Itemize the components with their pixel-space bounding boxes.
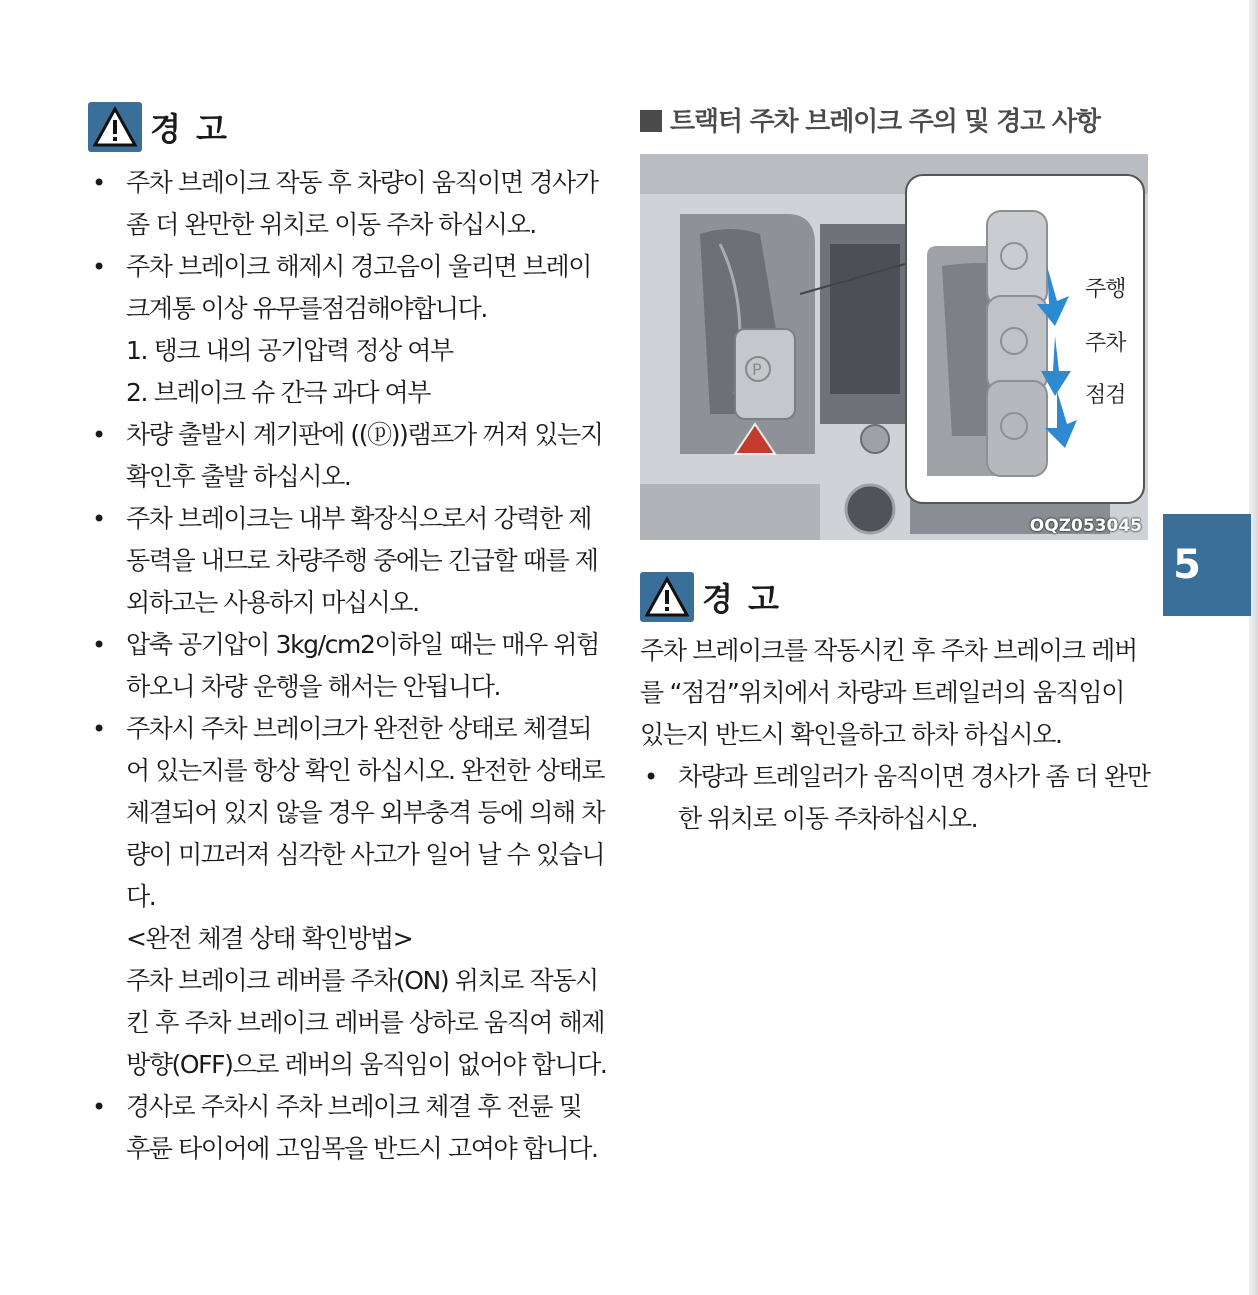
svg-text:P: P bbox=[752, 360, 762, 379]
warning-icon bbox=[640, 572, 694, 622]
warning-header-2 bbox=[640, 570, 1152, 624]
check-text: 주차 브레이크 레버를 주차(ON) 위치로 작동시킨 후 주차 브레이크 레버를 상하로 움직여 해제방향(OFF)으로 레버의 움직임이 없어야 합니다. bbox=[126, 966, 607, 1079]
left-column bbox=[88, 100, 608, 1170]
figure-code: OQZ053045 bbox=[1029, 516, 1142, 536]
list-item: • 압축 공기압이 3kg/cm2이하일 때는 매우 위험하오니 차량 운행을 해서는 안됩니다. bbox=[88, 624, 608, 708]
parking-brake-figure bbox=[640, 154, 1148, 540]
page-edge-shadow bbox=[1249, 0, 1258, 1295]
chapter-tab: 5 bbox=[1163, 514, 1251, 616]
list-item-text: 주차시 주차 브레이크가 완전한 상태로 체결되어 있는지를 항상 확인 하십시오. 완전한 상태로 체결되어 있지 않을 경우 외부충격 등에 의해 차량이 미끄러져 심각한 사고가 일어 날 수 있습니다. bbox=[126, 714, 605, 911]
figure-title-text: 트랙터 주차 브레이크 주의 및 경고 사항 bbox=[670, 107, 1100, 137]
warning-list-2 bbox=[640, 756, 1152, 840]
list-item bbox=[88, 246, 608, 414]
list-item: • 경사로 주차시 주차 브레이크 체결 후 전륜 및 후륜 타이어에 고임목을 반드시 고여야 합니다. bbox=[88, 1086, 608, 1170]
warning-title: 경 고 bbox=[150, 110, 229, 148]
sub-item: 1. 탱크 내의 공기압력 정상 여부 bbox=[126, 336, 453, 365]
list-item: • 차량 출발시 계기판에 ((ⓟ))램프가 꺼져 있는지 확인후 출발 하십시오. bbox=[88, 414, 608, 498]
warning-title: 경 고 bbox=[702, 580, 781, 618]
warning-header bbox=[88, 100, 608, 154]
label-drive: 주행 bbox=[1085, 277, 1126, 302]
list-item: • 주차 브레이크 작동 후 차량이 움직이면 경사가 좀 더 완만한 위치로 이동 주차 하십시오. bbox=[88, 162, 608, 246]
square-bullet-icon bbox=[640, 110, 662, 132]
warning-paragraph: 주차 브레이크를 작동시킨 후 주차 브레이크 레버를 “점검”위치에서 차량과 트레일러의 움직임이 있는지 반드시 확인을하고 하차 하십시오. bbox=[640, 636, 1137, 749]
list-item-text: 주차 브레이크 해제시 경고음이 울리면 브레이크계통 이상 유무를점검해야합니다. bbox=[126, 252, 591, 323]
warning-icon bbox=[88, 102, 142, 152]
list-item bbox=[88, 708, 608, 1086]
label-park: 주차 bbox=[1085, 331, 1126, 356]
sub-item: 2. 브레이크 슈 간극 과다 여부 bbox=[126, 378, 431, 407]
list-item: • 주차 브레이크는 내부 확장식으로서 강력한 제동력을 내므로 차량주행 중에는 긴급할 때를 제외하고는 사용하지 마십시오. bbox=[88, 498, 608, 624]
list-item: • 차량과 트레일러가 움직이면 경사가 좀 더 완만한 위치로 이동 주차하십시오. bbox=[640, 756, 1152, 840]
warning-list bbox=[88, 162, 608, 1170]
lever-detail-callout bbox=[905, 174, 1145, 504]
label-check: 점검 bbox=[1085, 383, 1126, 408]
figure-title bbox=[640, 100, 1152, 144]
right-column bbox=[640, 100, 1152, 840]
check-heading: <완전 체결 상태 확인방법> bbox=[126, 924, 413, 953]
